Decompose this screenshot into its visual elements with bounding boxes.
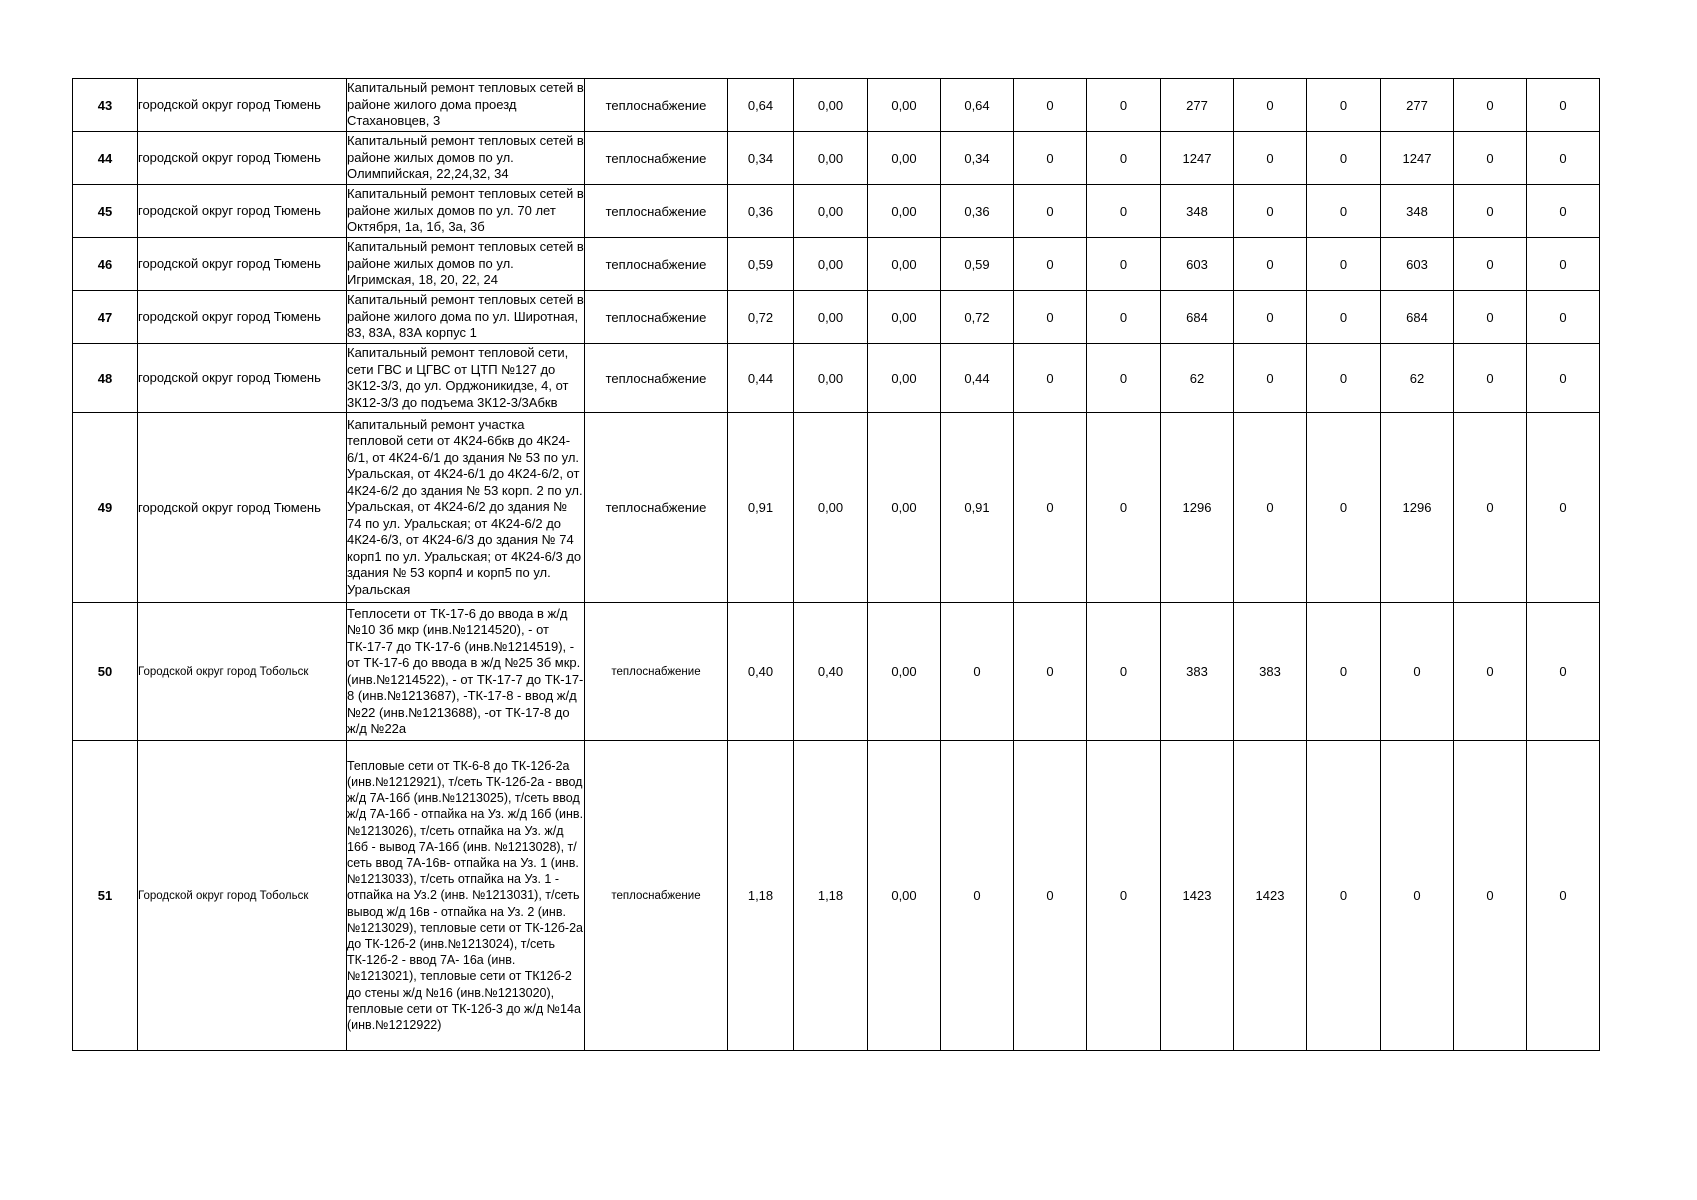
value-cell: 0 (941, 603, 1014, 741)
type-cell: теплоснабжение (585, 291, 728, 344)
value-cell: 0 (1307, 185, 1381, 238)
value-cell: 0,00 (868, 741, 941, 1051)
value-cell: 0 (1014, 291, 1087, 344)
municipality-cell: городской округ город Тюмень (138, 132, 347, 185)
value-cell: 0 (1454, 238, 1527, 291)
value-cell: 0 (1014, 238, 1087, 291)
value-cell: 0,00 (794, 79, 868, 132)
value-cell: 0 (1307, 79, 1381, 132)
value-cell: 0 (1381, 741, 1454, 1051)
value-cell: 0 (1527, 741, 1600, 1051)
value-cell: 0,91 (941, 413, 1014, 603)
value-cell: 0,64 (728, 79, 794, 132)
value-cell: 0,00 (868, 238, 941, 291)
description-cell: Капитальный ремонт тепловой сети, сети ГВС и ЦГВС от ЦТП №127 до 3К12-3/3, до ул. Орджоникидзе, 4, от 3К12-3/3 до подъема 3К12-3/3Абкв (347, 344, 585, 413)
value-cell: 0 (1234, 185, 1307, 238)
value-cell: 0 (1234, 344, 1307, 413)
value-cell: 0,00 (868, 344, 941, 413)
value-cell: 0,00 (868, 291, 941, 344)
value-cell: 0,72 (941, 291, 1014, 344)
value-cell: 0 (1087, 291, 1161, 344)
value-cell: 0 (1527, 413, 1600, 603)
type-cell: теплоснабжение (585, 238, 728, 291)
description-cell: Теплосети от ТК-17-6 до ввода в ж/д №10 3б мкр (инв.№1214520), - от ТК-17-7 до ТК-17-6 (инв.№1214519), - от ТК-17-6 до ввода в ж/д №25 3б мкр. (инв.№1214522), - от ТК-17-7 до ТК-17-8 (инв.№1213687), -ТК-17-8 - ввод ж/д №22 (инв.№1213688), -от ТК-17-8 до ж/д №22а (347, 603, 585, 741)
value-cell: 0 (1087, 413, 1161, 603)
value-cell: 0 (1014, 413, 1087, 603)
value-cell: 0 (1087, 603, 1161, 741)
municipality-cell: городской округ город Тюмень (138, 413, 347, 603)
value-cell: 0,00 (868, 79, 941, 132)
value-cell: 0 (1454, 344, 1527, 413)
value-cell: 0,44 (728, 344, 794, 413)
value-cell: 0 (1307, 132, 1381, 185)
value-cell: 0 (1307, 413, 1381, 603)
value-cell: 0,00 (794, 344, 868, 413)
value-cell: 1,18 (728, 741, 794, 1051)
value-cell: 0 (1087, 132, 1161, 185)
table-row (73, 344, 1600, 413)
value-cell: 0 (1454, 291, 1527, 344)
type-cell: теплоснабжение (585, 185, 728, 238)
description-cell: Капитальный ремонт участка тепловой сети от 4К24-6бкв до 4К24-6/1, от 4К24-6/1 до здания № 53 по ул. Уральская, от 4К24-6/1 до 4К24-6/2, от 4К24-6/2 до здания № 53 корп. 2 по ул. Уральская, от 4К24-6/2 до здания № 74 по ул. Уральская; от 4К24-6/2 до 4К24-6/3, от 4К24-6/3 до здания № 74 корп1 по ул. Уральская; от 4К24-6/3 до здания № 53 корп4 и корп5 по ул. Уральская (347, 413, 585, 603)
row-number: 49 (73, 413, 138, 603)
value-cell: 1296 (1161, 413, 1234, 603)
value-cell: 1296 (1381, 413, 1454, 603)
value-cell: 0 (1527, 344, 1600, 413)
description-cell: Капитальный ремонт тепловых сетей в районе жилых домов по ул. Игримская, 18, 20, 22, 24 (347, 238, 585, 291)
value-cell: 1247 (1161, 132, 1234, 185)
value-cell: 0 (1454, 79, 1527, 132)
municipality-cell: городской округ город Тюмень (138, 79, 347, 132)
value-cell: 0,00 (868, 603, 941, 741)
row-number: 48 (73, 344, 138, 413)
row-number: 43 (73, 79, 138, 132)
data-table (72, 78, 1600, 1051)
value-cell: 348 (1381, 185, 1454, 238)
row-number: 50 (73, 603, 138, 741)
municipality-cell: городской округ город Тюмень (138, 238, 347, 291)
table-row (73, 413, 1600, 603)
value-cell: 0 (1014, 603, 1087, 741)
value-cell: 0 (1527, 185, 1600, 238)
value-cell: 0 (1234, 413, 1307, 603)
value-cell: 0,64 (941, 79, 1014, 132)
value-cell: 348 (1161, 185, 1234, 238)
value-cell: 277 (1381, 79, 1454, 132)
value-cell: 0,40 (794, 603, 868, 741)
value-cell: 62 (1161, 344, 1234, 413)
value-cell: 0 (1234, 132, 1307, 185)
value-cell: 603 (1161, 238, 1234, 291)
value-cell: 0 (1454, 132, 1527, 185)
value-cell: 0 (1307, 344, 1381, 413)
value-cell: 0 (1014, 344, 1087, 413)
value-cell: 0 (1087, 79, 1161, 132)
value-cell: 603 (1381, 238, 1454, 291)
type-cell: теплоснабжение (585, 741, 728, 1051)
value-cell: 383 (1161, 603, 1234, 741)
value-cell: 0 (1234, 238, 1307, 291)
type-cell: теплоснабжение (585, 413, 728, 603)
value-cell: 0,91 (728, 413, 794, 603)
municipality-cell: городской округ город Тюмень (138, 291, 347, 344)
value-cell: 0 (1527, 79, 1600, 132)
value-cell: 684 (1381, 291, 1454, 344)
value-cell: 0,00 (794, 185, 868, 238)
value-cell: 0 (1454, 741, 1527, 1051)
value-cell: 0 (1087, 344, 1161, 413)
row-number: 47 (73, 291, 138, 344)
table-row (73, 79, 1600, 132)
description-cell: Капитальный ремонт тепловых сетей в районе жилых домов по ул. 70 лет Октября, 1а, 1б, 3а, 3б (347, 185, 585, 238)
value-cell: 0,36 (728, 185, 794, 238)
value-cell: 0 (1307, 291, 1381, 344)
value-cell: 0 (1014, 132, 1087, 185)
value-cell: 0,34 (728, 132, 794, 185)
value-cell: 277 (1161, 79, 1234, 132)
row-number: 51 (73, 741, 138, 1051)
value-cell: 0,34 (941, 132, 1014, 185)
value-cell: 0 (1454, 603, 1527, 741)
value-cell: 684 (1161, 291, 1234, 344)
row-number: 44 (73, 132, 138, 185)
value-cell: 0,59 (728, 238, 794, 291)
table-row (73, 238, 1600, 291)
value-cell: 0 (1087, 185, 1161, 238)
type-cell: теплоснабжение (585, 344, 728, 413)
value-cell: 0,00 (868, 413, 941, 603)
type-cell: теплоснабжение (585, 79, 728, 132)
value-cell: 0,00 (794, 291, 868, 344)
value-cell: 0 (1014, 185, 1087, 238)
value-cell: 0 (1087, 238, 1161, 291)
value-cell: 0 (1014, 741, 1087, 1051)
table-row (73, 741, 1600, 1051)
row-number: 46 (73, 238, 138, 291)
value-cell: 0,00 (868, 185, 941, 238)
value-cell: 0 (1527, 132, 1600, 185)
type-cell: теплоснабжение (585, 603, 728, 741)
value-cell: 0 (1234, 79, 1307, 132)
type-cell: теплоснабжение (585, 132, 728, 185)
description-cell: Капитальный ремонт тепловых сетей в районе жилого дома по ул. Широтная, 83, 83А, 83А корпус 1 (347, 291, 585, 344)
value-cell: 0 (1087, 741, 1161, 1051)
table-row (73, 291, 1600, 344)
table-row (73, 185, 1600, 238)
value-cell: 1247 (1381, 132, 1454, 185)
value-cell: 0 (1527, 238, 1600, 291)
value-cell: 0 (1527, 291, 1600, 344)
value-cell: 0 (1454, 185, 1527, 238)
value-cell: 0 (1307, 741, 1381, 1051)
table-row (73, 603, 1600, 741)
municipality-cell: Городской округ город Тобольск (138, 741, 347, 1051)
row-number: 45 (73, 185, 138, 238)
table-row (73, 132, 1600, 185)
value-cell: 1423 (1161, 741, 1234, 1051)
value-cell: 0,59 (941, 238, 1014, 291)
value-cell: 0 (1454, 413, 1527, 603)
value-cell: 1423 (1234, 741, 1307, 1051)
value-cell: 0,44 (941, 344, 1014, 413)
value-cell: 0 (1381, 603, 1454, 741)
value-cell: 0,00 (794, 132, 868, 185)
value-cell: 0,00 (794, 238, 868, 291)
municipality-cell: городской округ город Тюмень (138, 185, 347, 238)
value-cell: 0 (941, 741, 1014, 1051)
description-cell: Тепловые сети от ТК-6-8 до ТК-12б-2а (инв.№1212921), т/сеть ТК-12б-2а - ввод ж/д 7А-16б (инв.№1213025), т/сеть ввод ж/д 7А-16б - отпайка на Уз. ж/д 16б (инв.№1213026), т/сеть отпайка на Уз. ж/д 16б - вывод 7А-16б (инв. №1213028), т/сеть ввод 7А-16в- отпайка на Уз. 1 (инв.№1213033), т/сеть отпайка на Уз. 1 - отпайка на Уз.2 (инв. №1213031), т/сеть вывод ж/д 16в - отпайка на Уз. 2 (инв.№1213029), тепловые сети от ТК-12б-2а до ТК-12б-2 (инв.№1213024), т/сеть ТК-12б-2 - ввод 7А- 16а (инв.№1213021), тепловые сети от ТК12б-2 до стены ж/д №16 (инв.№1213020), тепловые сети от ТК-12б-3 до ж/д №14а (инв.№1212922) (347, 741, 585, 1051)
municipality-cell: Городской округ город Тобольск (138, 603, 347, 741)
description-cell: Капитальный ремонт тепловых сетей в районе жилого дома проезд Стахановцев, 3 (347, 79, 585, 132)
value-cell: 0 (1307, 603, 1381, 741)
value-cell: 62 (1381, 344, 1454, 413)
description-cell: Капитальный ремонт тепловых сетей в районе жилых домов по ул. Олимпийская, 22,24,32, 34 (347, 132, 585, 185)
municipality-cell: городской округ город Тюмень (138, 344, 347, 413)
value-cell: 0,00 (868, 132, 941, 185)
value-cell: 0,40 (728, 603, 794, 741)
value-cell: 0,00 (794, 413, 868, 603)
value-cell: 0,72 (728, 291, 794, 344)
value-cell: 0,36 (941, 185, 1014, 238)
value-cell: 0 (1307, 238, 1381, 291)
value-cell: 1,18 (794, 741, 868, 1051)
value-cell: 0 (1527, 603, 1600, 741)
value-cell: 0 (1234, 291, 1307, 344)
value-cell: 383 (1234, 603, 1307, 741)
value-cell: 0 (1014, 79, 1087, 132)
